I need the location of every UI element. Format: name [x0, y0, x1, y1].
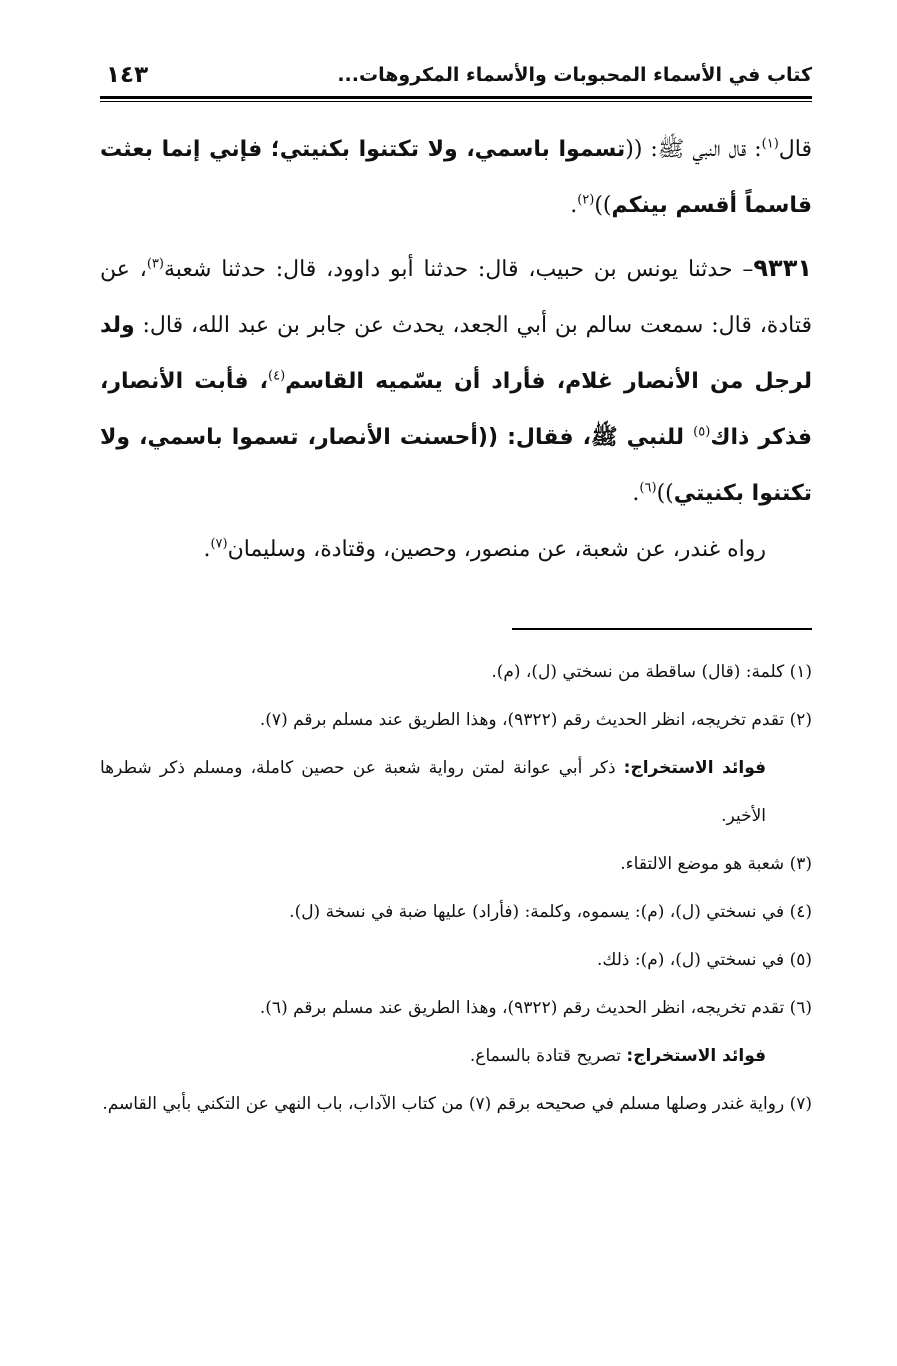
- hadith-matn: تسموا باسمي، ولا تكتنوا بكنيتي؛ فإني إنما بعثت قاسماً أقسم بينكم: [100, 137, 812, 218]
- footnotes: [100, 648, 812, 1128]
- footnote-5: (٥) في نسختي (ل)، (م): ذلك.: [597, 950, 812, 970]
- main-text: [100, 122, 812, 578]
- hadith-matn: ، فأبت الأنصار، فذكر ذاك: [100, 369, 812, 450]
- footnote-ref: (٦): [639, 480, 657, 496]
- footnote-ref: (٤): [268, 368, 286, 384]
- footnote-1: (١) كلمة: (قال) ساقطة من نسختي (ل)، (م).: [491, 662, 812, 682]
- footnote-ref: (٥): [693, 424, 711, 440]
- narration-note-paragraph: رواه غندر، عن شعبة، عن منصور، وحصين، وقتادة، وسليمان$^{(٧)}$.: [203, 536, 766, 562]
- footnote-2: (٢) تقدم تخريجه، انظر الحديث رقم (٩٣٢٢)، وهذا الطريق عند مسلم برقم (٧).: [259, 710, 812, 730]
- footnote-3: (٣) شعبة هو موضع الالتقاء.: [620, 854, 812, 874]
- hadith-continuation-paragraph: قال$^{(١)}$: قال النبي ﷺ: ((تسموا باسمي، ولا تكتنوا بكنيتي؛ فإني إنما بعثت قاسماً أقسم بينكم))$^{(٢)}$.: [100, 136, 812, 218]
- hadith-paragraph: ٩٣٣١– حدثنا يونس بن حبيب، قال: حدثنا أبو داوود، قال: حدثنا شعبة$^{(٣)}$، عن قتادة، قال: سمعت سالم بن أبي الجعد، يحدث عن جابر بن عبد الله، قال: ولد لرجل من الأنصار غلام، فأراد أن يسّميه القاسم$^{(٤)}$، فأبت الأنصار، فذكر ذاك$^{(٥)}$ للنبي ﷺ، فقال: ((أحسنت الأنصار، تسموا باسمي، ولا تكتنوا بكنيتي))$^{(٦)}$.: [100, 254, 812, 506]
- footnote-ref: (١): [761, 136, 779, 152]
- footnote-7: (٧) رواية غندر وصلها مسلم في صحيحه برقم (٧) من كتاب الآداب، باب النهي عن التكني بأبي القاسم.: [102, 1094, 812, 1114]
- footnote-separator: [512, 628, 812, 630]
- hadith-number: ٩٣٣١: [753, 254, 812, 282]
- page-number: ١٤٣: [106, 62, 149, 88]
- footnote-ref: (٣): [146, 256, 164, 272]
- running-header-title: كتاب في الأسماء المحبوبات والأسماء المكروهات...: [337, 64, 812, 86]
- header-rule-thick: [100, 96, 812, 99]
- footnote-ref: (٧): [210, 536, 228, 552]
- footnote-6: (٦) تقدم تخريجه، انظر الحديث رقم (٩٣٢٢)، وهذا الطريق عند مسلم برقم (٦).: [259, 998, 812, 1018]
- footnote-ref: (٢): [577, 192, 595, 208]
- hadith-matn: ولد لرجل من الأنصار غلام، فأراد أن يسّميه القاسم: [100, 313, 812, 394]
- running-header: [100, 62, 812, 98]
- footnote-2-benefits: فوائد الاستخراج: ذكر أبي عوانة لمتن رواية شعبة عن حصين كاملة، ومسلم ذكر شطرها الأخير.: [100, 758, 766, 826]
- footnote-6-benefits: فوائد الاستخراج: تصريح قتادة بالسماع.: [469, 1046, 766, 1066]
- benefits-label: فوائد الاستخراج:: [626, 1046, 766, 1066]
- footnote-4: (٤) في نسختي (ل)، (م): يسموه، وكلمة: (فأراد) عليها ضبة في نسخة (ل).: [289, 902, 812, 922]
- benefits-label: فوائد الاستخراج:: [623, 758, 766, 778]
- hadith-matn: للنبي ﷺ، فقال: ((أحسنت الأنصار، تسموا باسمي، ولا تكتنوا بكنيتي: [100, 425, 812, 506]
- header-rule-thin: [100, 101, 812, 102]
